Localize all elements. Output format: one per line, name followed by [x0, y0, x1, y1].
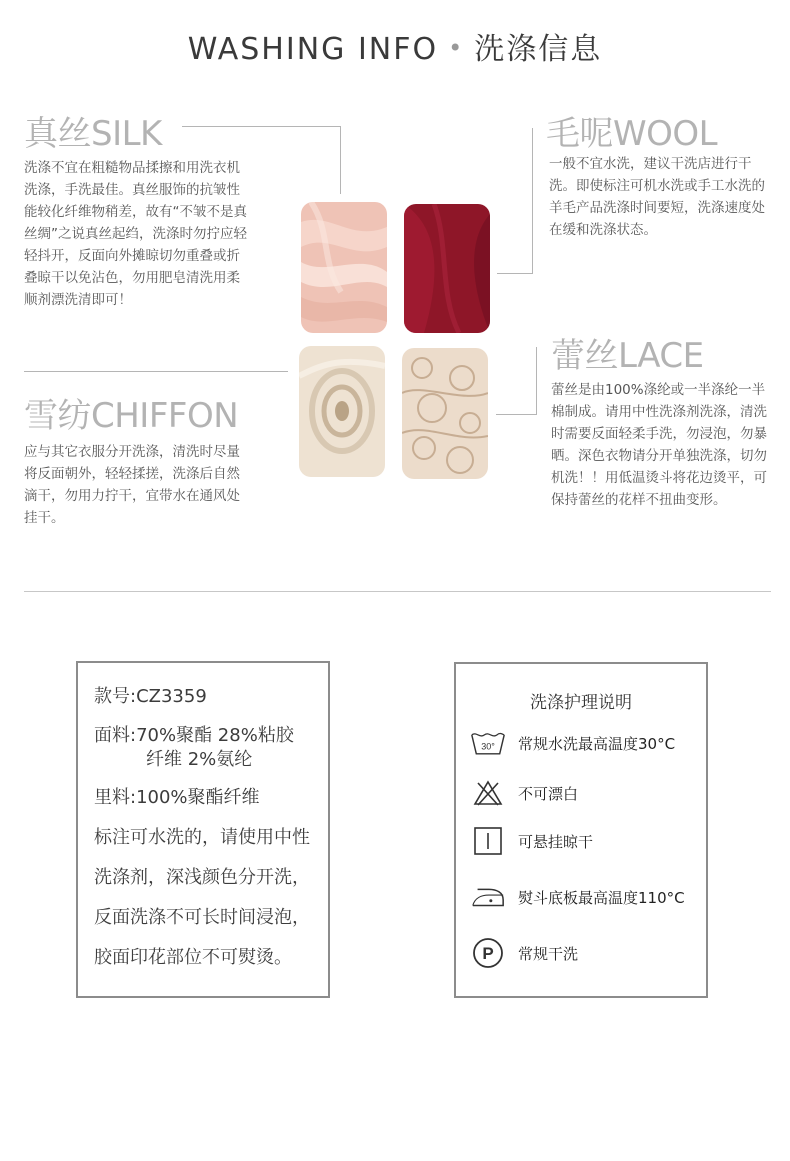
header-title-en: WASHING INFO — [187, 32, 439, 67]
care-instructions-box — [454, 662, 708, 998]
fabric-composition — [94, 724, 294, 772]
care-item-iron — [470, 881, 685, 913]
wool-connector-v — [532, 128, 533, 273]
care-note-line4: 胶面印花部位不可熨烫。 — [94, 947, 292, 968]
dry-clean-p-icon — [470, 937, 506, 969]
product-spec-box — [76, 661, 330, 998]
lining-composition — [94, 786, 260, 810]
silk-swatch-image — [301, 202, 387, 333]
care-label-line-dry: 可悬挂晾干 — [518, 832, 594, 851]
silk-title: 真丝SILK — [24, 114, 162, 154]
lining-label: 里料: — [94, 787, 137, 808]
header-separator: • — [448, 34, 465, 62]
care-item-wash — [470, 727, 675, 759]
wash-30-icon — [470, 727, 506, 759]
wool-swatch-image — [404, 204, 490, 333]
care-item-line-dry — [470, 825, 593, 857]
chiffon-connector-h — [24, 371, 288, 372]
iron-icon — [470, 881, 506, 913]
lace-connector-h — [496, 414, 537, 415]
wool-title: 毛呢WOOL — [546, 114, 718, 154]
silk-description: 洗涤不宜在粗糙物品揉擦和用洗衣机洗涤，手洗最佳。真丝服饰的抗皱性能较化纤维物稍差，故有“不皱不是真丝绸”之说真丝起绉，洗涤时勿拧应轻轻抖开，反面向外摊晾切勿重叠或折叠晾干以免沾色，勿用肥皂清洗用柔顺剂漂洗清即可！ — [24, 160, 247, 308]
silk-connector-v — [340, 126, 341, 194]
svg-text:30°: 30° — [481, 741, 495, 752]
chiffon-description: 应与其它衣服分开洗涤，清洗时尽量将反面朝外，轻轻揉搓，洗涤后自然滴干，勿用力拧干，宜带水在通风处挂干。 — [24, 444, 240, 526]
line-dry-icon — [470, 825, 506, 857]
chiffon-swatch-image — [299, 346, 385, 477]
style-number-value: CZ3359 — [136, 686, 207, 707]
care-instructions-title: 洗涤护理说明 — [530, 693, 632, 713]
svg-text:P: P — [482, 944, 494, 963]
no-bleach-icon — [470, 777, 506, 809]
care-note-line2: 洗涤剂，深浅颜色分开洗， — [94, 867, 310, 888]
lace-connector-v — [536, 347, 537, 414]
page-header — [0, 24, 790, 68]
lace-description: 蕾丝是由100%涤纶或一半涤纶一半棉制成。请用中性洗涤剂洗涤，清洗时需要反面轻柔手洗，勿浸泡，勿暴晒。深色衣物请分开单独洗涤，切勿机洗！！用低温烫斗将花边烫平，可保持蕾丝的花样不扭曲变形。 — [551, 382, 767, 508]
style-number — [94, 685, 207, 709]
fabric-value-line1: 70%聚酯 28%粘胶 — [136, 725, 294, 746]
chiffon-title: 雪纺CHIFFON — [24, 396, 239, 436]
care-label-dry-clean: 常规干洗 — [518, 944, 579, 963]
wool-description: 一般不宜水洗，建议干洗店进行干洗。即使标注可机水洗或手工水洗的羊毛产品洗涤时间要短，洗涤速度处在缓和洗涤状态。 — [549, 156, 765, 238]
fabric-value-line2: 纤维 2%氨纶 — [146, 749, 253, 770]
silk-connector-h — [182, 126, 340, 127]
wool-connector-h — [497, 273, 533, 274]
care-label-iron: 熨斗底板最高温度110°C — [518, 888, 685, 907]
style-number-label: 款号: — [94, 686, 137, 707]
care-label-wash: 常规水洗最高温度30°C — [518, 734, 676, 753]
section-divider — [24, 591, 771, 592]
care-note-line3: 反面洗涤不可长时间浸泡， — [94, 907, 310, 928]
care-label-no-bleach: 不可漂白 — [518, 784, 579, 803]
care-note-line1: 标注可水洗的，请使用中性 — [94, 827, 310, 848]
care-item-dry-clean — [470, 937, 578, 969]
care-item-no-bleach — [470, 777, 578, 809]
lining-value: 100%聚酯纤维 — [136, 787, 260, 808]
lace-swatch-image — [402, 348, 488, 479]
fabric-label: 面料: — [94, 725, 137, 746]
lace-title: 蕾丝LACE — [551, 336, 704, 376]
header-title-cn: 洗涤信息 — [474, 32, 603, 67]
